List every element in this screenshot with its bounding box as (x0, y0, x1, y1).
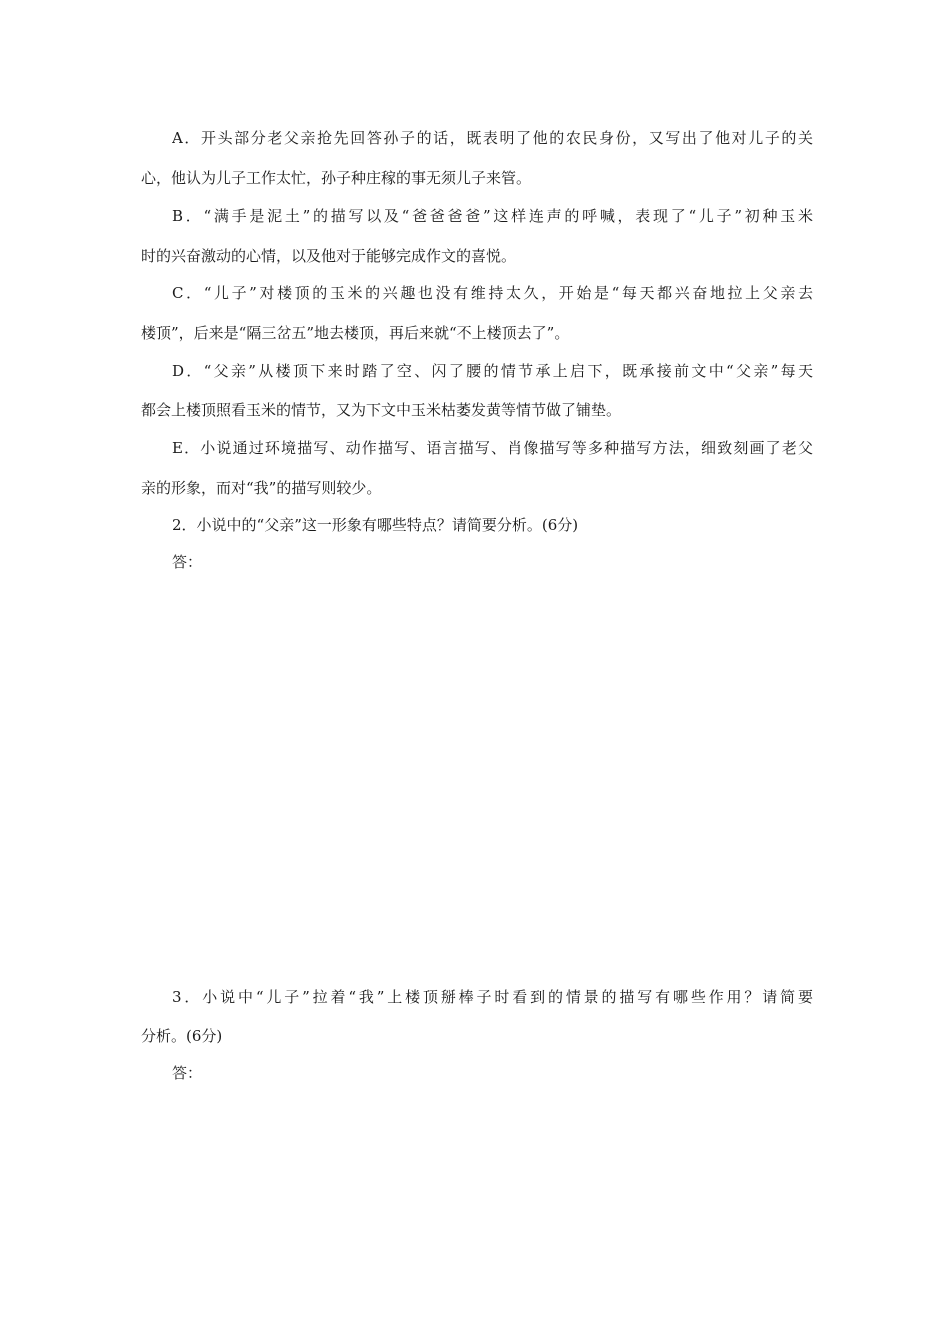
option-c-line-1: C．“儿子”对楼顶的玉米的兴趣也没有维持太久，开始是“每天都兴奋地拉上父亲去 (172, 284, 813, 302)
question-3-answer-label: 答： (172, 1064, 203, 1082)
option-c-line-2: 楼顶”，后来是“隔三岔五”地去楼顶，再后来就“不上楼顶去了”。 (141, 324, 570, 342)
option-b-line-1: B．“满手是泥土”的描写以及“爸爸爸爸”这样连声的呼喊，表现了“儿子”初种玉米 (172, 207, 813, 225)
option-d-line-2: 都会上楼顶照看玉米的情节，又为下文中玉米枯萎发黄等情节做了铺垫。 (141, 401, 622, 419)
question-2-text: 2．小说中的“父亲”这一形象有哪些特点？请简要分析。(6分) (172, 516, 579, 534)
question-3-line-1: 3．小说中“儿子”拉着“我”上楼顶掰棒子时看到的情景的描写有哪些作用？请简要 (172, 988, 813, 1006)
option-a-line-1: A．开头部分老父亲抢先回答孙子的话，既表明了他的农民身份，又写出了他对儿子的关 (172, 129, 813, 147)
option-e-line-2: 亲的形象，而对“我”的描写则较少。 (141, 479, 382, 497)
question-3-line-2: 分析。(6分) (141, 1027, 223, 1045)
option-d-line-1: D．“父亲”从楼顶下来时踏了空、闪了腰的情节承上启下，既承接前文中“父亲”每天 (172, 362, 813, 380)
option-b-line-2: 时的兴奋激动的心情，以及他对于能够完成作文的喜悦。 (141, 247, 517, 265)
option-a-line-2: 心，他认为儿子工作太忙，孙子种庄稼的事无须儿子来管。 (141, 169, 532, 187)
question-2-answer-label: 答： (172, 553, 203, 571)
option-e-line-1: E．小说通过环境描写、动作描写、语言描写、肖像描写等多种描写方法，细致刻画了老父 (172, 439, 813, 457)
